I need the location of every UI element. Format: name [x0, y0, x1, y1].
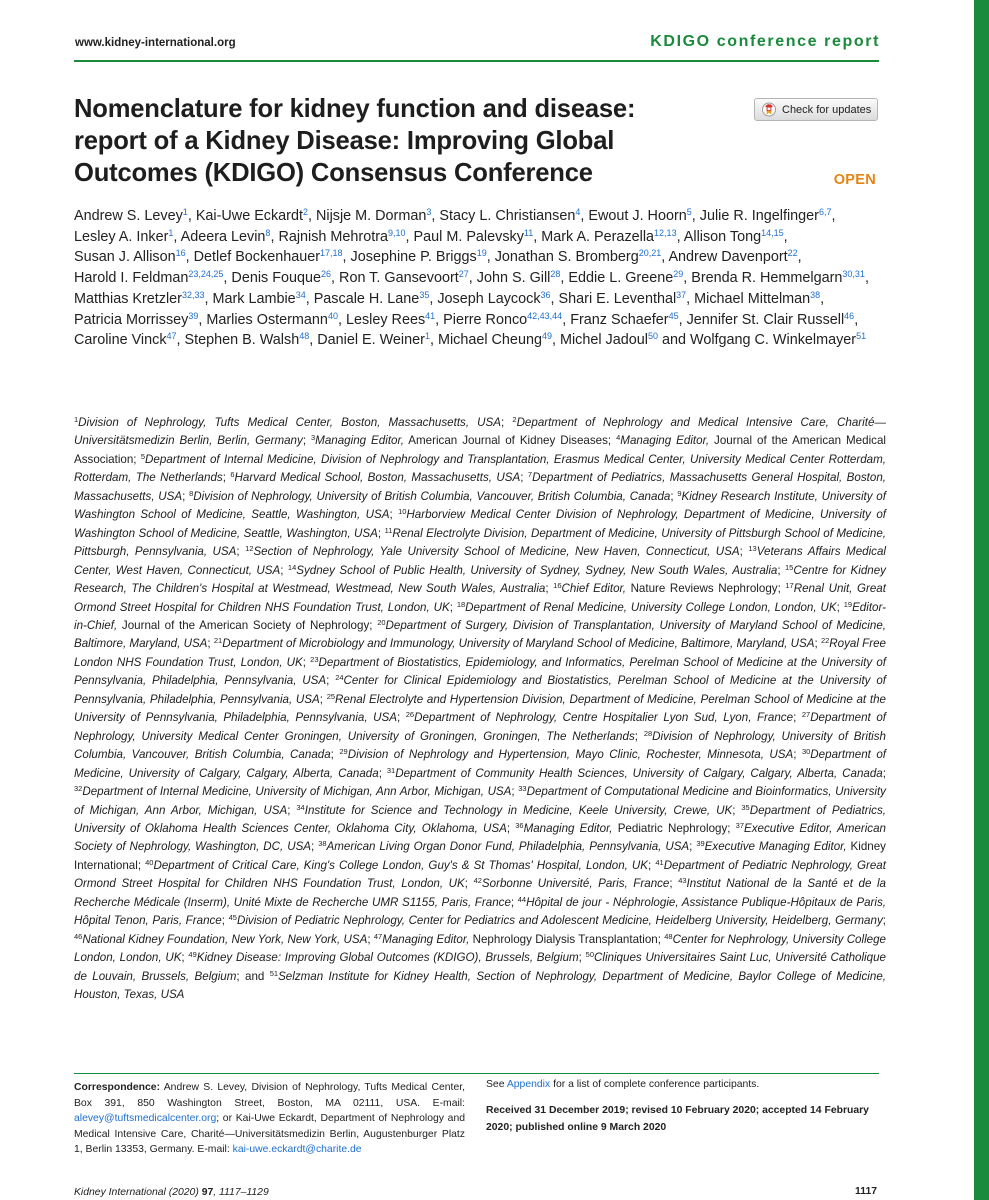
affiliation-role: Editor-in-Chief,: [74, 600, 887, 632]
author-name: Eddie L. Greene: [568, 270, 674, 287]
affiliation-text: Division of Nephrology, University of British Columbia, Vancouver, British Columbia, Canada: [74, 729, 886, 762]
author-name: Harold I. Feldman: [74, 270, 189, 287]
crossmark-icon: [762, 102, 776, 117]
affiliation-number: 14: [287, 562, 297, 572]
affiliation-ref[interactable]: 8: [265, 227, 271, 238]
affiliation-number: 11: [384, 525, 393, 535]
appendix-link[interactable]: Appendix: [506, 1079, 551, 1090]
journal-url[interactable]: www.kidney-international.org: [75, 37, 236, 49]
author: [443, 312, 562, 328]
author: [206, 312, 338, 328]
affiliation-text: Royal Free London NHS Foundation Trust, London, UK: [74, 637, 887, 669]
author: [317, 332, 430, 348]
author-list: Andrew S. Levey$^1$, Kai-Uwe Eckardt$^2$, Nijsje M. Dorman$^3$, Stacy L. Christiansen$^4$, Ewout J. Hoorn$^5$, Julie R. Ingelfinger$^{6,7}$, Lesley A. Inker$^1$, Adeera Levin$^8$, Rajnish Mehrotra$^{9,10}$, Paul M. Palevsky$^{11}$, Mark A. Perazella$^{12,13}$, Allison Tong$^{14,15}$, Susan J. Allison$^{16}$, Detlef Bockenhauer$^{17,18}$, Josephine P. Briggs$^{19}$, Jonathan S. Bromberg$^{20,21}$, Andrew Davenport$^{22}$, Harold I. Feldman$^{23,24,25}$, Denis Fouque$^{26}$, Ron T. Gansevoort$^{27}$, John S. Gill$^{28}$, Eddie L. Greene$^{29}$, Brenda R. Hemmelgarn$^{30,31}$, Matthias Kretzler$^{32,33}$, Mark Lambie$^{34}$, Pascale H. Lane$^{35}$, Joseph Laycock$^{36}$, Shari E. Leventhal$^{37}$, Michael Mittelman$^{38}$, Patricia Morrissey$^{39}$, Marlies Ostermann$^{40}$, Lesley Rees$^{41}$, Pierre Ronco$^{42,43,44}$, Franz Schaefer$^{45}$, Jennifer St. Clair Russell$^{46}$, Caroline Vinck$^{47}$, Stephen B. Walsh$^{48}$, Daniel E. Weiner$^1$, Michael Cheung$^{49}$, Michel Jadoul$^{50}$ and Wolfgang C. Winkelmayer$^{51}$: [74, 207, 869, 349]
affiliation-ref[interactable]: 5: [686, 207, 692, 217]
affiliation-text: American Living Organ Donor Fund, Philadelphia, Pennsylvania, USA: [326, 840, 690, 854]
affiliation-text: Department of Medicine, University of Calgary, Calgary, Alberta, Canada: [74, 748, 887, 780]
journal-pages: 1117–1129: [219, 1187, 269, 1198]
affiliation-ref[interactable]: 22: [787, 248, 798, 259]
author: [339, 270, 469, 286]
author: [684, 229, 784, 245]
affiliation-ref[interactable]: 11: [523, 227, 534, 238]
article-title: Nomenclature for kidney function and disease: report of a Kidney Disease: Improving Global Outcomes (KDIGO) Consensus Conference: [74, 95, 636, 187]
affiliation-number: 48: [664, 931, 673, 941]
affiliation-number: 16: [553, 581, 562, 591]
affiliation-number: 3: [311, 433, 316, 443]
author: [194, 249, 343, 265]
author-conjunction: and: [661, 332, 686, 349]
author-name: Shari E. Leventhal: [558, 290, 677, 307]
affiliation-number: 20: [377, 617, 386, 627]
author-name: Lesley A. Inker: [74, 228, 169, 245]
author: [74, 249, 186, 265]
affiliation-ref[interactable]: 12,13: [654, 227, 677, 238]
affiliation-text: Department of Renal Medicine, University College London, London, UK: [465, 600, 837, 614]
affiliation-number: 32: [74, 784, 83, 794]
affiliation-text: Journal of the American Medical Association: [74, 434, 886, 466]
affiliation-number: 40: [145, 857, 154, 867]
affiliation-number: 5: [140, 451, 146, 461]
affiliation-ref[interactable]: 2: [302, 207, 308, 217]
author: [316, 208, 431, 224]
affiliation-ref[interactable]: 49: [541, 331, 552, 342]
affiliation-ref[interactable]: 23,24,25: [188, 269, 224, 280]
author: [231, 270, 331, 286]
author: [351, 249, 487, 265]
affiliation-number: 9: [677, 488, 682, 498]
author: [694, 291, 820, 307]
check-for-updates-label: Check for updates: [782, 103, 872, 116]
author-name: Detlef Bockenhauer: [193, 249, 321, 266]
affiliation-number: 10: [398, 507, 407, 517]
author-name: Pascale H. Lane: [313, 290, 420, 307]
affiliation-ref[interactable]: 35: [419, 289, 430, 300]
affiliation-text: Center for Nephrology, University College London, London, UK: [74, 932, 887, 965]
affiliation-text: Pediatric Nephrology: [617, 821, 728, 835]
affiliation-text: Sydney School of Public Health, University of Sydney, Sydney, New South Wales, Australia: [296, 563, 778, 577]
author-name: Franz Schaefer: [570, 311, 669, 328]
author-name: Ron T. Gansevoort: [339, 270, 459, 287]
affiliation-number: 13: [748, 544, 757, 554]
affiliation-number: 23: [310, 654, 319, 664]
affiliation-text: Department of Biostatistics, Epidemiology, and Informatics, Perelman School of Medicine at the University of Pennsylvania, Philadelphia, Pennsylvania, USA: [74, 655, 886, 688]
author: [346, 312, 435, 328]
affiliation-text: Renal Electrolyte and Hypertension Division, Department of Medicine, Perelman School of Medicine at the University of Pennsylvania, Philadelphia, Pennsylvania, USA: [74, 692, 886, 725]
author-name: Susan J. Allison: [74, 249, 176, 266]
affiliation-number: 43: [678, 876, 687, 886]
author: [690, 332, 866, 348]
author: [668, 249, 797, 265]
affiliation-text: Department of Pediatrics, Massachusetts General Hospital, Boston, Massachusetts, USA: [74, 471, 886, 503]
affiliation-number: 8: [189, 488, 194, 498]
affiliation-ref[interactable]: 20,21: [638, 248, 662, 259]
open-access-label: OPEN: [833, 172, 876, 188]
affiliation-text: Cliniques Universitaires Saint Luc, Université Catholique de Louvain, Brussels, Belgium: [74, 951, 886, 983]
affiliation-ref[interactable]: 26: [321, 269, 332, 280]
journal-name: Kidney International: [74, 1187, 166, 1198]
affiliation-text: Department of Internal Medicine, Division of Nephrology and Transplantation, Erasmus Medical Center, University Medical Center Rotterdam, Rotterdam, The Netherlands: [74, 452, 886, 485]
affiliation-number: 15: [785, 562, 794, 572]
affiliation-number: 33: [518, 784, 527, 794]
author: [74, 270, 223, 286]
author: [541, 229, 676, 245]
author: [559, 291, 687, 307]
author-name: Michael Mittelman: [694, 290, 811, 307]
footnote-rule: [74, 1073, 879, 1074]
affiliation-number: 51: [269, 968, 279, 978]
affiliation-text: Nephrology Dialysis Transplantation: [472, 932, 658, 946]
affiliation-text: Section of Nephrology, Yale University School of Medicine, New Haven, Connecticut, USA: [253, 545, 740, 559]
affiliation-number: 44: [517, 894, 527, 904]
affiliation-number: 42: [473, 876, 482, 886]
affiliation-number: 35: [741, 802, 750, 812]
correspondence-label: Correspondence:: [74, 1082, 161, 1093]
affiliation-ref[interactable]: 40: [327, 310, 338, 321]
affiliation-ref[interactable]: 45: [668, 310, 679, 321]
affiliation-number: 46: [74, 931, 83, 941]
author: [568, 270, 683, 286]
affiliation-number: 31: [386, 765, 396, 775]
affiliation-number: 34: [296, 802, 305, 812]
affiliation-text: Department of Community Health Sciences, University of Calgary, Calgary, Alberta, Canada: [395, 766, 883, 780]
section-label: KDIGO conference report: [650, 33, 880, 50]
check-for-updates-button[interactable]: [754, 98, 878, 121]
author-name: Matthias Kretzler: [74, 290, 182, 307]
author-name: Paul M. Palevsky: [413, 228, 524, 245]
correspondence-text-1: Andrew S. Levey, Division of Nephrology, Tufts Medical Center, Box 391, 850 Washington Street, Boston, MA 02111, USA. E-mail:: [74, 1082, 465, 1109]
author: [74, 291, 205, 307]
affiliation-text: Harborview Medical Center Division of Nephrology, Department of Medicine, University of Washington School of Medicine, Seattle, Washington, USA: [74, 508, 886, 540]
email-link-levey[interactable]: alevey@tuftsmedicalcenter.org: [74, 1113, 217, 1125]
affiliation-number: 49: [188, 950, 197, 960]
author: [437, 291, 550, 307]
author-name: Nijsje M. Dorman: [316, 208, 427, 224]
affiliation-number: 1: [74, 415, 79, 424]
affiliation-number: 2: [512, 415, 517, 424]
affiliation-text: Kidney Research Institute, University of Washington School of Medicine, Seattle, Washington, USA: [74, 489, 886, 522]
affiliation-text: Department of Nephrology, Centre Hospitalier Lyon Sud, Lyon, France: [414, 711, 794, 725]
affiliation-text: Division of Nephrology, University of British Columbia, Vancouver, British Columbia, Canada: [193, 489, 671, 503]
affiliation-number: 41: [655, 857, 664, 867]
journal-year: (2020): [168, 1187, 199, 1198]
author: [314, 291, 430, 307]
affiliation-ref[interactable]: 41: [425, 310, 436, 321]
received-dates: Received 31 December 2019; revised 10 February 2020; accepted 14 February 2020; published online 9 March 2020: [486, 1105, 869, 1133]
affiliation-text: American Journal of Kidney Diseases: [408, 434, 608, 448]
affiliation-number: 17: [785, 581, 794, 591]
author-name: Michael Cheung: [437, 332, 542, 349]
author-name: Stephen B. Walsh: [184, 332, 300, 349]
affiliation-number: 26: [405, 710, 415, 720]
affiliation-ref[interactable]: 50: [647, 331, 658, 342]
affiliation-number: 22: [820, 636, 830, 646]
author-name: Andrew S. Levey: [74, 208, 183, 224]
page-number: 1117: [855, 1186, 877, 1197]
author-name: Jonathan S. Bromberg: [494, 249, 639, 266]
affiliation-ref[interactable]: 38: [810, 289, 821, 300]
affiliation-text: Department of Pediatrics, University of Oklahoma Health Sciences Center, Oklahoma City, Oklahoma, USA: [74, 803, 886, 835]
affiliation-text: Hôpital de jour - Néphrologie, Assistance Publique-Hôpitaux de Paris, Hôpital Tenon, Paris, France: [74, 895, 886, 928]
affiliation-text: Department of Pediatric Nephrology, Great Ormond Street Hospital for Children NHS Foundation Trust, London, UK: [74, 858, 886, 891]
correspondence-text-2: ; or Kai-Uwe Eckardt, Department of Nephrology and Medical Intensive Care, Charité—Universitätsmedizin Berlin, Augustenburger Platz 1, Berlin 13353, Germany. E-mail:: [74, 1113, 465, 1156]
author-name: Wolfgang C. Winkelmayer: [690, 332, 857, 349]
author: [687, 312, 855, 328]
author-name: Josephine P. Briggs: [350, 249, 477, 266]
affiliation-role: Managing Editor,: [620, 434, 710, 448]
affiliation-ref[interactable]: 9,10: [388, 227, 406, 238]
affiliation-number: 30: [801, 747, 811, 757]
affiliation-number: 29: [339, 747, 348, 757]
affiliation-text: Renal Unit, Great Ormond Street Hospital for Children NHS Foundation Trust, London, UK: [74, 582, 886, 614]
affiliation-text: Division of Nephrology and Hypertension, Mayo Clinic, Rochester, Minnesota, USA: [347, 748, 794, 762]
affiliation-text: Department of Surgery, Division of Transplantation, University of Maryland School of Medicine, Baltimore, Maryland, USA: [74, 618, 886, 651]
author-name: John S. Gill: [476, 270, 551, 287]
author-name: Patricia Morrissey: [74, 311, 189, 328]
author: [196, 208, 308, 224]
author-name: Michel Jadoul: [559, 332, 648, 349]
author-name: Pierre Ronco: [443, 311, 528, 328]
affiliation-text: Department of Critical Care, King's College London, Guy's & St Thomas' Hospital, London, UK: [153, 858, 649, 872]
author-name: Kai-Uwe Eckardt: [195, 208, 303, 224]
author-name: Stacy L. Christiansen: [439, 208, 576, 224]
affiliations: $^1$Division of Nephrology, Tufts Medical Center, Boston, Massachusetts, USA; $^2$Department of Nephrology and Medical Intensive Care, Charité—Universitätsmedizin Berlin, Berlin, Germany; $^3$Managing Editor, American Journal of Kidney Diseases; $^4$Managing Editor, Journal of the American Medical Association; $^5$Department of Internal Medicine, Division of Nephrology and Transplantation, Erasmus Medical Center, University Medical Center Rotterdam, Rotterdam, The Netherlands; $^6$Harvard Medical School, Boston, Massachusetts, USA; $^7$Department of Pediatrics, Massachusetts General Hospital, Boston, Massachusetts, USA; $^8$Division of Nephrology, University of British Columbia, Vancouver, British Columbia, Canada; $^9$Kidney Research Institute, University of Washington School of Medicine, Seattle, Washington, USA; $^{10}$Harborview Medical Center Division of Nephrology, Department of Medicine, University of Washington School of Medicine, Seattle, Washington, USA; $^{11}$Renal Electrolyte Division, Department of Medicine, University of Pittsburgh School of Medicine, Pittsburgh, Pennsylvania, USA; $^{12}$Section of Nephrology, Yale University School of Medicine, New Haven, Connecticut, USA; $^{13}$Veterans Affairs Medical Center, West Haven, Connecticut, USA; $^{14}$Sydney School of Public Health, University of Sydney, Sydney, New South Wales, Australia; $^{15}$Centre for Kidney Research, The Children's Hospital at Westmead, Westmead, New South Wales, Australia; $^{16}$Chief Editor, Nature Reviews Nephrology; $^{17}$Renal Unit, Great Ormond Street Hospital for Children NHS Foundation Trust, London, UK; $^{18}$Department of Renal Medicine, University College London, London, UK; $^{19}$Editor-in-Chief, Journal of the American Society of Nephrology; $^{20}$Department of Surgery, Division of Transplantation, University of Maryland School of Medicine, Baltimore, Maryland, USA; $^{21}$Department of Microbiology and Immunology, University of Maryland School of Medicine, Baltimore, Maryland, USA; $^{22}$Royal Free London NHS Foundation Trust, London, UK; $^{23}$Department of Biostatistics, Epidemiology, and Informatics, Perelman School of Medicine at the University of Pennsylvania, Philadelphia, Pennsylvania, USA; $^{24}$Center for Clinical Epidemiology and Biostatistics, Perelman School of Medicine at the University of Pennsylvania, Philadelphia, Pennsylvania, USA; $^{25}$Renal Electrolyte and Hypertension Division, Department of Medicine, Perelman School of Medicine at the University of Pennsylvania, Philadelphia, Pennsylvania, USA; $^{26}$Department of Nephrology, Centre Hospitalier Lyon Sud, Lyon, France; $^{27}$Department of Nephrology, University Medical Center Groningen, University of Groningen, Groningen, The Netherlands; $^{28}$Division of Nephrology, University of British Columbia, Vancouver, British Columbia, Canada; $^{29}$Division of Nephrology and Hypertension, Mayo Clinic, Rochester, Minnesota, USA; $^{30}$Department of Medicine, University of Calgary, Calgary, Alberta, Canada; $^{31}$Department of Community Health Sciences, University of Calgary, Calgary, Alberta, Canada; $^{32}$Department of Internal Medicine, University of Michigan, Ann Arbor, Michigan, USA; $^{33}$Department of Computational Medicine and Bioinformatics, University of Michigan, Ann Arbor, Michigan, USA; $^{34}$Institute for Science and Technology in Medicine, Keele University, Crewe, UK; $^{35}$Department of Pediatrics, University of Oklahoma Health Sciences Center, Oklahoma City, Oklahoma, USA; $^{36}$Managing Editor, Pediatric Nephrology; $^{37}$Executive Editor, American Society of Nephrology, Washington, DC, USA; $^{38}$American Living Organ Donor Fund, Philadelphia, Pennsylvania, USA; $^{39}$Executive Managing Editor, Kidney International; $^{40}$Department of Critical Care, King's College London, Guy's & St Thomas' Hospital, London, UK; $^{41}$Department of Pediatric Nephrology, Great Ormond Street Hospital for Children NHS Foundation Trust, London, UK; $^{42}$Sorbonne Université, Paris, France; $^{43}$Institut National de la Santé et de la Recherche Médicale (Inserm), Unité Mixte de Recherche UMR S1155, Paris, France; $^{44}$Hôpital de jour - Néphrologie, Assistance Publique-Hôpitaux de Paris, Hôpital Tenon, Paris, France; $^{45}$Division of Pediatric Nephrology, Center for Pediatrics and Adolescent Medicine, Heidelberg University, Heidelberg, Germany; $^{46}$National Kidney Foundation, New York, New York, USA; $^{47}$Managing Editor, Nephrology Dialysis Transplantation; $^{48}$Center for Nephrology, University College London, London, UK; $^{49}$Kidney Disease: Improving Global Outcomes (KDIGO), Brussels, Belgium; $^{50}$Cliniques Universitaires Saint Luc, Université Catholique de Louvain, Brussels, Belgium; and $^{51}$Selzman Institute for Kidney Health, Section of Nephrology, Department of Medicine, Baylor College of Medicine, Houston, Texas, USA: [74, 415, 887, 1002]
affiliation-text: Department of Microbiology and Immunology, University of Maryland School of Medicine, Baltimore, Maryland, USA: [222, 637, 815, 651]
author-name: Allison Tong: [683, 228, 762, 245]
author: [74, 312, 198, 328]
author-name: Denis Fouque: [231, 270, 322, 287]
affiliation-ref[interactable]: 42,43,44: [527, 310, 563, 321]
author: [700, 208, 832, 224]
affiliation-ref[interactable]: 34: [295, 289, 306, 300]
author-name: Rajnish Mehrotra: [278, 228, 389, 245]
author: [691, 270, 865, 286]
affiliation-ref[interactable]: 37: [676, 289, 687, 300]
affiliation-ref[interactable]: 27: [458, 269, 469, 280]
affiliation-number: 18: [456, 599, 466, 609]
author-name: Adeera Levin: [180, 228, 266, 245]
author-name: Daniel E. Weiner: [317, 332, 425, 349]
affiliation-text: Centre for Kidney Research, The Children's Hospital at Westmead, Westmead, New South Wales, Australia: [74, 563, 886, 596]
affiliation-text: Journal of the American Society of Nephrology: [121, 618, 370, 632]
author-name: Brenda R. Hemmelgarn: [691, 270, 843, 287]
affiliation-role: Managing Editor,: [315, 434, 404, 448]
affiliation-number: 28: [643, 728, 653, 738]
affiliation-text: Department of Internal Medicine, University of Michigan, Ann Arbor, Michigan, USA: [82, 785, 512, 799]
affiliation-role: Managing Editor,: [382, 932, 470, 946]
affiliation-ref[interactable]: 1: [424, 331, 430, 342]
affiliation-text: Renal Electrolyte Division, Department of Medicine, University of Pittsburgh School of Medicine, Pittsburgh, Pennsylvania, USA: [74, 526, 886, 559]
affiliation-ref[interactable]: 46: [844, 310, 855, 321]
author: [588, 208, 691, 224]
affiliation-ref[interactable]: 51: [856, 331, 867, 342]
author: [185, 332, 310, 348]
affiliation-text: Department of Nephrology, University Medical Center Groningen, University of Groningen, Groningen, The Netherlands: [74, 711, 886, 743]
author-name: Andrew Davenport: [668, 249, 788, 266]
affiliation-text: Sorbonne Université, Paris, France: [481, 877, 670, 891]
author-name: Mark A. Perazella: [541, 228, 655, 245]
author: [278, 229, 405, 245]
affiliation-ref[interactable]: 6,7: [818, 207, 832, 217]
affiliation-number: 47: [373, 931, 383, 941]
affiliation-number: 37: [735, 820, 744, 830]
affiliation-text: Center for Clinical Epidemiology and Biostatistics, Perelman School of Medicine at the University of Pennsylvania, Philadelphia, Pennsylvania, USA: [74, 674, 886, 706]
affiliation-ref[interactable]: 29: [673, 269, 684, 280]
author-name: Jennifer St. Clair Russell: [686, 311, 845, 328]
affiliation-number: 45: [228, 913, 237, 923]
affiliation-ref[interactable]: 16: [175, 248, 186, 259]
author: [181, 229, 271, 245]
affiliation-ref[interactable]: 32,33: [181, 289, 205, 300]
affiliation-role: Chief Editor,: [561, 582, 626, 596]
affiliation-ref[interactable]: 39: [188, 310, 199, 321]
appendix-post: for a list of complete conference participants.: [553, 1079, 760, 1090]
author-name: Lesley Rees: [345, 311, 426, 328]
correspondence: [74, 1080, 465, 1158]
affiliation-role: Managing Editor,: [523, 821, 613, 835]
affiliation-text: Kidney International: [74, 840, 886, 872]
affiliation-ref[interactable]: 1: [182, 207, 188, 217]
affiliation-number: 39: [696, 839, 705, 849]
author: [560, 332, 658, 348]
journal-citation: Kidney International (2020) 97, 1117–1129: [74, 1187, 269, 1198]
affiliation-text: Veterans Affairs Medical Center, West Haven, Connecticut, USA: [74, 545, 887, 577]
affiliation-role: Executive Managing Editor,: [704, 840, 847, 854]
author-name: Mark Lambie: [212, 290, 296, 307]
author-name: Joseph Laycock: [437, 290, 541, 307]
affiliation-text: National Kidney Foundation, New York, New York, USA: [82, 932, 368, 946]
affiliation-ref[interactable]: 3: [426, 207, 432, 217]
author: [477, 270, 561, 286]
affiliation-text: Department of Computational Medicine and Bioinformatics, University of Michigan, Ann Arbor, Michigan, USA: [74, 785, 886, 817]
affiliation-number: 4: [616, 433, 621, 443]
author: [414, 229, 534, 245]
author-name: Caroline Vinck: [74, 332, 167, 349]
author: [438, 332, 552, 348]
affiliation-text: Nature Reviews Nephrology: [630, 582, 778, 596]
author-name: Ewout J. Hoorn: [588, 208, 687, 224]
affiliation-number: 38: [318, 839, 327, 849]
affiliation-number: 12: [245, 544, 254, 554]
appendix-pre: See: [486, 1079, 505, 1090]
appendix-note: [486, 1079, 881, 1090]
affiliation-number: 6: [230, 470, 235, 480]
affiliation-text: Division of Nephrology, Tufts Medical Center, Boston, Massachusetts, USA: [78, 416, 502, 429]
affiliation-text: Department of Nephrology and Medical Intensive Care, Charité—Universitätsmedizin Berlin, Berlin, Germany: [74, 416, 886, 448]
affiliation-number: 21: [213, 636, 223, 646]
affiliation-ref[interactable]: 47: [166, 331, 177, 342]
affiliation-ref[interactable]: 14,15: [761, 227, 784, 238]
affiliation-number: 7: [527, 470, 533, 480]
affiliation-text: Institute for Science and Technology in Medicine, Keele University, Crewe, UK: [304, 803, 733, 817]
edge-color-bar: [974, 0, 989, 1200]
author: [74, 208, 188, 224]
affiliation-text: Division of Pediatric Nephrology, Center for Pediatrics and Adolescent Medicine, Heidelberg University, Heidelberg, Germany: [236, 914, 883, 928]
affiliation-ref[interactable]: 48: [299, 331, 310, 342]
author: [570, 312, 678, 328]
affiliation-number: 36: [515, 820, 524, 830]
affiliation-ref[interactable]: 30,31: [842, 269, 865, 280]
affiliation-text: Selzman Institute for Kidney Health, Section of Nephrology, Department of Medicine, Baylor College of Medicine, Houston, Texas, USA: [74, 969, 886, 1002]
author-name: Julie R. Ingelfinger: [699, 208, 819, 224]
affiliation-text: Kidney Disease: Improving Global Outcomes (KDIGO), Brussels, Belgium: [196, 951, 579, 965]
journal-volume: 97: [201, 1187, 214, 1198]
affiliation-text: Executive Editor, American Society of Nephrology, Washington, DC, USA: [74, 821, 886, 854]
affiliation-number: 25: [326, 691, 336, 701]
author: [74, 229, 173, 245]
affiliation-ref[interactable]: 36: [540, 289, 551, 300]
affiliation-ref[interactable]: 4: [575, 207, 581, 217]
email-link-eckardt[interactable]: kai-uwe.eckardt@charite.de: [232, 1144, 362, 1156]
affiliation-ref[interactable]: 19: [476, 248, 487, 259]
affiliation-text: Institut National de la Santé et de la Recherche Médicale (Inserm), Unité Mixte de Recherche UMR S1155, Paris, France: [74, 877, 886, 909]
affiliation-number: 19: [843, 599, 853, 609]
author: [439, 208, 580, 224]
author: [213, 291, 306, 307]
author: [74, 332, 177, 348]
header-rule: [74, 60, 879, 62]
affiliation-text: Harvard Medical School, Boston, Massachusetts, USA: [234, 471, 521, 485]
affiliation-ref[interactable]: 28: [550, 269, 561, 280]
author-name: Marlies Ostermann: [206, 311, 328, 328]
affiliation-ref[interactable]: 17,18: [320, 248, 343, 259]
affiliation-number: 24: [335, 673, 344, 683]
affiliation-ref[interactable]: 1: [168, 227, 174, 238]
author: [495, 249, 662, 265]
affiliation-number: 27: [801, 710, 811, 720]
affiliation-number: 50: [585, 950, 594, 960]
